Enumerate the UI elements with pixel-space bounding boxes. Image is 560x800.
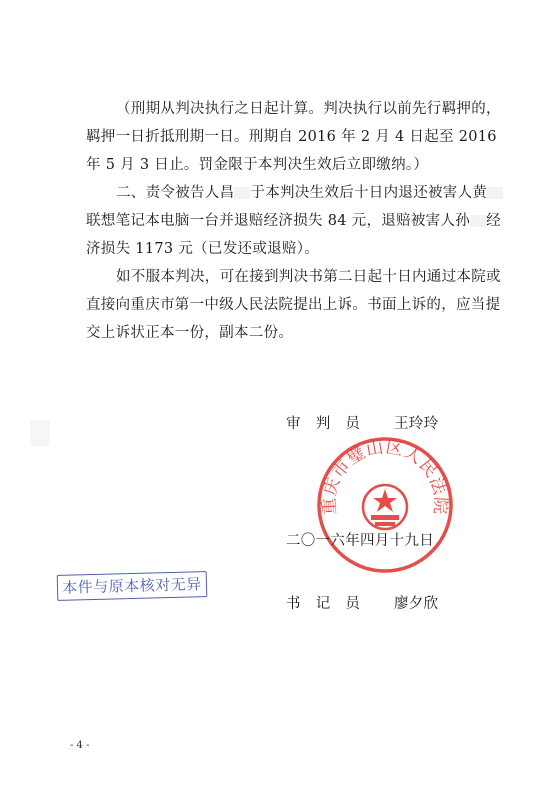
clerk-name: 廖夕欣 — [394, 596, 439, 612]
redaction-mark — [470, 215, 486, 227]
sentence-paragraph: （刑期从判决执行之日起计算。判决执行以前先行羁押的，羁押一日折抵刑期一日。刑期自 2016 年 2 月 4 日起至 2016 年 5 月 3 日止。罚金限于本判决生效后立即缴纳。） — [86, 101, 501, 173]
appeal-paragraph: 如不服本判决，可在接到判决书第二日起十日内通过本院或直接向重庆市第一中级人民法院提出上诉。书面上诉的，应当提交上诉状正本一份，副本二份。 — [86, 269, 501, 341]
redaction-mark — [487, 187, 503, 199]
copy-verification-stamp: 本件与原本核对无异 — [57, 571, 208, 601]
restitution-text-part-2: 于本判决生效后十日内退还被害人黄 — [250, 185, 488, 201]
court-seal-text: 重庆市璧山区人民法院 — [319, 437, 451, 516]
judge-title: 审 判 员 — [286, 416, 361, 432]
redaction-mark — [234, 187, 250, 199]
emblem-icon — [363, 485, 407, 529]
judge-name: 王玲玲 — [394, 416, 439, 432]
restitution-paragraph — [86, 179, 506, 263]
restitution-text-part-3: 联想笔记本电脑一台并退赔经济损失 84 元，退赔被害人孙 — [86, 213, 471, 229]
court-seal — [315, 435, 455, 575]
judgment-date: 二〇一六年四月十九日 — [286, 533, 434, 549]
page-number: - 4 - — [70, 740, 90, 751]
restitution-text-part-1: 二、责令被告人昌 — [116, 185, 235, 201]
scan-artifact — [30, 420, 50, 446]
clerk-title: 书 记 员 — [286, 596, 361, 612]
restitution-text-part-4: 经济损失 1173 元（已发还或退赔）。 — [86, 213, 501, 257]
